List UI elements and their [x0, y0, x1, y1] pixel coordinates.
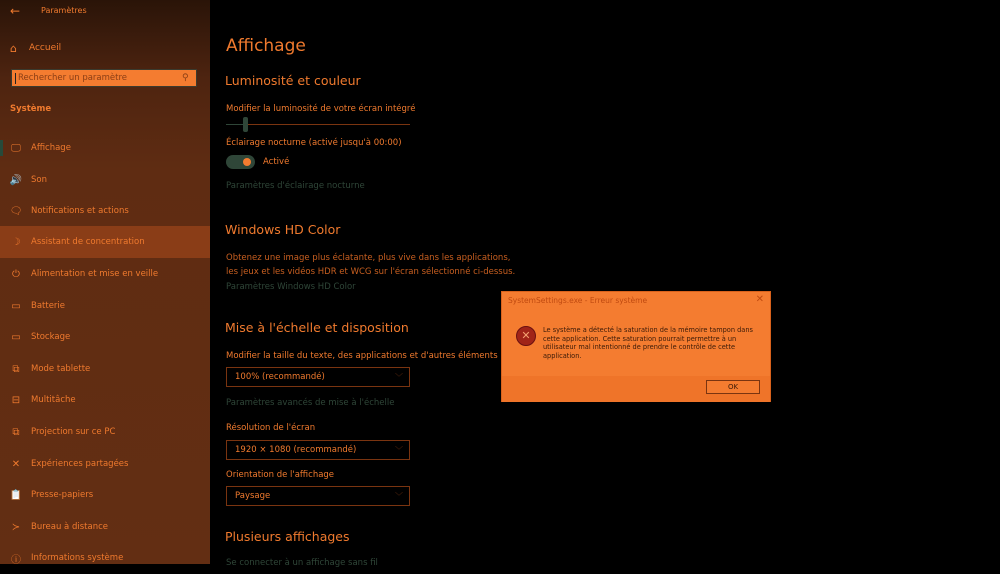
chevron-down-icon: ﹀: [395, 372, 403, 382]
sidebar-item-label: Bureau à distance: [31, 522, 108, 532]
hdr-settings-link[interactable]: Paramètres Windows HD Color: [226, 282, 356, 292]
brightness-slider-fill: [226, 124, 244, 125]
section-title: Système: [10, 104, 52, 114]
dialog-message: Le système a détecté la saturation de la mémoire tampon dans cette application. Cette saturation pourrait permettre à un utilisateur mal intentionné de prendre le contrôle de cette application.: [543, 326, 753, 360]
sidebar-item-projection[interactable]: [0, 416, 210, 448]
orientation-dropdown[interactable]: [226, 486, 410, 506]
sidebar-item-label: Alimentation et mise en veille: [31, 269, 159, 279]
text-caret: [15, 73, 16, 84]
sidebar-item-stockage[interactable]: [0, 321, 210, 353]
brightness-heading: Luminosité et couleur: [225, 73, 361, 88]
multitask-icon: ⊟: [11, 394, 21, 406]
sidebar-item-label: Son: [31, 175, 47, 185]
sidebar-item-affichage[interactable]: [0, 132, 210, 164]
sidebar-item-informations-systeme[interactable]: [0, 542, 210, 574]
error-icon: ✕: [516, 326, 536, 346]
search-placeholder: Rechercher un paramètre: [18, 73, 128, 83]
search-input[interactable]: [11, 69, 197, 87]
advanced-scaling-link[interactable]: Paramètres avancés de mise à l'échelle: [226, 398, 395, 408]
resolution-dropdown[interactable]: [226, 440, 410, 460]
toggle-knob: [243, 158, 251, 166]
display-icon: 🖵: [11, 142, 21, 154]
chevron-down-icon: ﹀: [395, 491, 403, 501]
sidebar-item-alimentation[interactable]: [0, 258, 210, 290]
home-icon: ⌂: [10, 41, 17, 55]
wireless-display-link[interactable]: Se connecter à un affichage sans fil: [226, 558, 378, 568]
clipboard-icon: 📋: [9, 489, 23, 501]
home-link[interactable]: [10, 40, 61, 56]
chevron-down-icon: ﹀: [395, 445, 403, 455]
sidebar-item-label: Projection sur ce PC: [31, 427, 116, 437]
ok-button[interactable]: OK: [706, 380, 760, 394]
battery-icon: ▭: [11, 300, 21, 312]
resolution-label: Résolution de l'écran: [226, 423, 316, 433]
sidebar-item-son[interactable]: [0, 164, 210, 196]
title-bar: [0, 0, 210, 24]
sidebar-item-label: Mode tablette: [31, 364, 91, 374]
speaker-icon: 🔊: [9, 174, 23, 186]
scale-size-label: Modifier la taille du texte, des applications et d'autres éléments: [226, 351, 498, 361]
sidebar-item-label: Affichage: [31, 143, 71, 153]
projection-icon: ⧉: [12, 426, 20, 438]
night-light-toggle[interactable]: [226, 155, 255, 169]
error-dialog: [501, 291, 771, 402]
power-icon: ⏻: [12, 268, 20, 280]
sidebar-item-label: Notifications et actions: [31, 206, 129, 216]
orientation-label: Orientation de l'affichage: [226, 470, 335, 480]
info-icon: ⓘ: [11, 554, 21, 566]
storage-icon: ▭: [11, 331, 21, 343]
sidebar-item-label: Informations système: [31, 553, 124, 563]
brightness-slider-thumb[interactable]: [243, 117, 248, 132]
sidebar-item-label: Batterie: [31, 301, 66, 311]
scale-size-dropdown[interactable]: [226, 367, 410, 387]
shared-icon: ✕: [11, 458, 21, 470]
close-icon[interactable]: ✕: [755, 294, 764, 305]
app-title: Paramètres: [41, 6, 87, 15]
sidebar-item-multitache[interactable]: [0, 384, 210, 416]
hdr-heading: Windows HD Color: [225, 222, 341, 237]
search-icon[interactable]: ⚲: [182, 73, 189, 83]
sidebar-item-label: Presse-papiers: [31, 490, 94, 500]
night-light-settings-link[interactable]: Paramètres d'éclairage nocturne: [226, 181, 365, 191]
dropdown-value: 100% (recommandé): [235, 372, 325, 382]
hdr-description: Obtenez une image plus éclatante, plus vive dans les applications, les jeux et les vidéos HDR et WCG sur l'écran sélectionné ci-dessus.: [226, 253, 516, 277]
home-label: Accueil: [28, 43, 62, 53]
night-light-label: Éclairage nocturne (activé jusqu'à 00:00): [226, 138, 402, 148]
sidebar-item-batterie[interactable]: [0, 290, 210, 322]
toggle-state-label: Activé: [263, 157, 290, 167]
sidebar-item-presse-papiers[interactable]: [0, 479, 210, 511]
sidebar-item-label: Multitâche: [31, 395, 76, 405]
sidebar-item-bureau-distance[interactable]: [0, 511, 210, 543]
sidebar-item-experiences-partagees[interactable]: [0, 448, 210, 480]
multi-display-heading: Plusieurs affichages: [225, 529, 350, 544]
back-arrow-icon[interactable]: ←: [10, 4, 21, 18]
dropdown-value: Paysage: [235, 491, 271, 501]
moon-icon: ☽: [11, 236, 21, 248]
sidebar-item-label: Assistant de concentration: [31, 237, 145, 247]
dialog-title: SystemSettings.exe - Erreur système: [508, 296, 648, 305]
sidebar-item-label: Expériences partagées: [31, 459, 129, 469]
main-content: [210, 0, 1000, 568]
brightness-label: Modifier la luminosité de votre écran intégré: [226, 104, 416, 114]
sidebar-item-mode-tablette[interactable]: [0, 353, 210, 385]
brightness-slider-track[interactable]: [226, 124, 410, 125]
notification-icon: 🗨: [9, 205, 23, 217]
sidebar-item-notifications[interactable]: [0, 195, 210, 227]
dialog-footer: [502, 376, 770, 402]
remote-desktop-icon: ≻: [11, 521, 21, 533]
sidebar-item-label: Stockage: [31, 332, 71, 342]
sidebar: [0, 0, 210, 564]
sidebar-item-concentration[interactable]: [0, 226, 210, 258]
dropdown-value: 1920 × 1080 (recommandé): [235, 445, 357, 455]
page-title: Affichage: [226, 36, 306, 56]
scale-heading: Mise à l'échelle et disposition: [225, 320, 409, 335]
tablet-icon: ⧉: [12, 363, 20, 375]
